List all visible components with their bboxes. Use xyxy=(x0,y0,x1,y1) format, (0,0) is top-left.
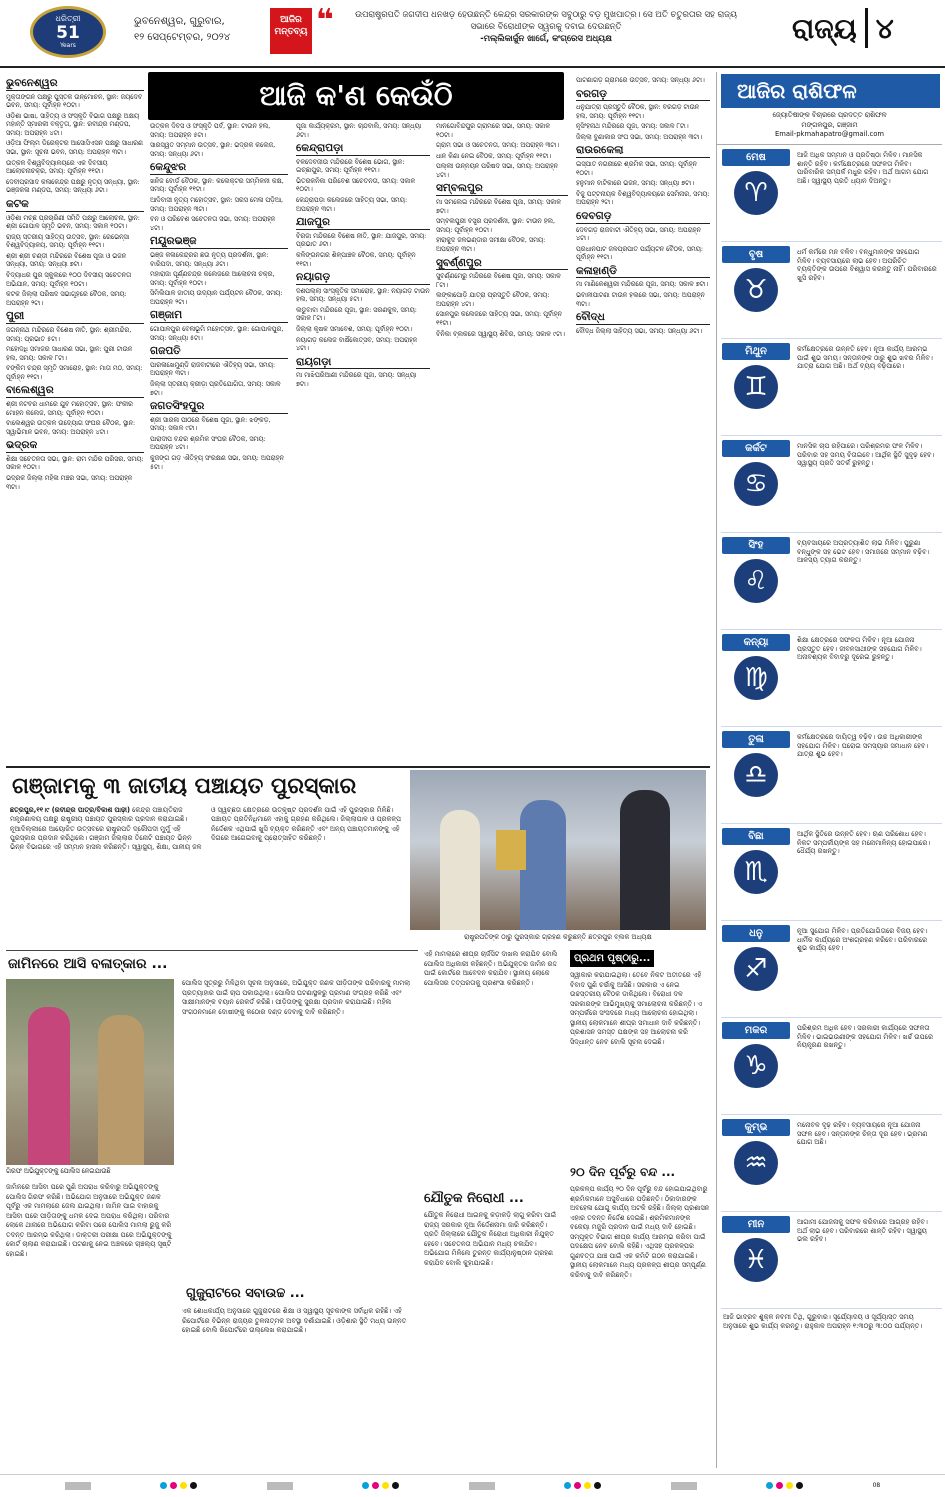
sign-forecast: ମାନସିକ ଚାପ ରହିପାରେ। ପରିଶ୍ରମର ଫଳ ମିଳିବ। ପରିବାର ସହ ସମୟ ବିତାଇବେ। ଆର୍ଥିକ ସ୍ଥିତି ସୁଦୃଢ଼ ହେବ। ସ୍ୱାସ୍ଥ୍ୟ ପ୍ରତି ସତର୍କ ରୁହନ୍ତୁ। xyxy=(797,441,935,468)
district-block xyxy=(576,144,710,206)
district-heading: କେନ୍ଦୁଝର xyxy=(150,161,288,175)
sign-name: ସିଂହ xyxy=(722,537,790,554)
event-item: ଗୋପାଳପୁର ବେଳାଭୂମି ମହୋତ୍ସବ, ସ୍ଥାନ: ଗୋପାଳପୁର, ସମୟ: ସନ୍ଧ୍ୟା ୫ଟା। xyxy=(150,325,284,342)
front-page-continuation xyxy=(570,950,710,1466)
sign-forecast: ଆର୍ଥିକ ସ୍ଥିତିରେ ଉନ୍ନତି ହେବ। ଋଣ ପରିଶୋଧ ହେବ। ନିକଟ ସମ୍ପର୍କୀୟଙ୍କ ସହ ମନୋମାଳିନ୍ୟ ହୋଇପାରେ। ଧୈର୍ଯ୍ୟ ରଖନ୍ତୁ। xyxy=(797,829,931,856)
quote-mark-icon: ❝ xyxy=(316,3,334,38)
district-heading: ଗଞ୍ଜାମ xyxy=(150,309,288,323)
events-col-3 xyxy=(296,122,430,762)
event-item: ଶ୍ରୀ ସାରଳା ପୀଠରେ ବିଶେଷ ପୂଜା, ସ୍ଥାନ: ଝଙ୍କଡ଼, ସମୟ: ସକାଳ ୯ଟା। xyxy=(150,415,271,433)
front-page-subhead: ୨୦ ଦିନ ପୂର୍ବରୁ ବନ୍ଦ ... xyxy=(570,1165,676,1180)
events-col-2 xyxy=(150,122,288,762)
district-block xyxy=(150,122,288,158)
gray-bar-1 xyxy=(65,1482,91,1490)
event-item: ଜିଲ୍ଲା ସ୍ତରୀୟ କ୍ରୀଡ଼ା ପ୍ରତିଯୋଗିତା, ସମୟ: ସକାଳ ୭ଟା। xyxy=(150,379,281,397)
rape-photo xyxy=(6,979,174,1165)
color-dots-4 xyxy=(766,1482,803,1489)
quote-tag-line1: ଆଜିର xyxy=(280,15,302,25)
rashifal-footer: ଆଜି ଭାଦ୍ରବ ଶୁକ୍ଳ ନବମୀ ତିଥି, ଗୁରୁବାର। ସୂର୍ଯ୍ୟୋଦୟ ଓ ସୂର୍ଯ୍ୟାସ୍ତ ସମୟ ଅନୁସାରେ ଶୁଭ କାର୍ଯ୍ୟ କରନ୍ତୁ। ରାହୁକାଳ ଅପରାହ୍ନ ୧:୩୦ରୁ ୩:୦୦ ପର୍ଯ୍ୟନ୍ତ। xyxy=(723,1312,923,1330)
sign-forecast: ଆଜି ଅଧିକ ସମ୍ମାନ ଓ ପ୍ରତିଷ୍ଠା ମିଳିବ। ମାନସିକ ଶାନ୍ତି ରହିବ। କର୍ମକ୍ଷେତ୍ରରେ ସଫଳତା ମିଳିବ। ପାରିବାରିକ ସମ୍ପର୍କ ମଧୁର ରହିବ। ଅର୍ଥ ଆଗମ ଯୋଗ ଅଛି। ସ୍ୱାସ୍ଥ୍ୟ ପ୍ରତି ଧ୍ୟାନ ଦିଅନ୍ତୁ। xyxy=(797,150,929,186)
sign-label xyxy=(721,1119,791,1206)
district-block xyxy=(150,309,288,342)
zodiac-icon: ♏ xyxy=(734,850,778,894)
rashifal-panel xyxy=(716,72,942,1468)
event-item: ଆଦିବାସୀ ନୃତ୍ୟ ମହୋତ୍ସବ, ସ୍ଥାନ: ସରସ ମେଳା ପଡ଼ିଆ, ସମୟ: ଅପରାହ୍ନ ୩ଟା। xyxy=(150,196,284,213)
event-item: ଦେବୀପ୍ରସାଦ କଳାକେନ୍ଦ୍ର ପକ୍ଷରୁ ନୃତ୍ୟ ସନ୍ଧ୍ୟା, ସ୍ଥାନ: ଭଞ୍ଜକଳା ମଣ୍ଡପ, ସମୟ: ସନ୍ଧ୍ୟା ୬ଟା। xyxy=(6,177,140,195)
sign-row xyxy=(721,1115,942,1212)
zodiac-icon: ♎ xyxy=(734,753,778,797)
event-item: କଟକ ଜିଲ୍ଲା ପରିଷଦ ସଭାଗୃହରେ ବୈଠକ, ସମୟ: ଅପରାହ୍ନ ୨ଟା। xyxy=(6,290,127,307)
district-block xyxy=(296,356,430,389)
sign-row xyxy=(721,630,942,727)
event-item: ସାରସ୍ୱତ ସମ୍ମାନ ଉତ୍ସବ, ସ୍ଥାନ: ଭଦ୍ରକ କଲେଜ, ସମୟ: ସନ୍ଧ୍ୟା ୬ଟା। xyxy=(150,141,276,158)
district-heading: ଭୁବନେଶ୍ୱର xyxy=(6,77,144,91)
rape-body-1: ଜାମିନରେ ଆସିବା ପରେ ପୁଣି ଅପରାଧ କରିବାରୁ ଅଭିଯୁକ୍ତଙ୍କୁ ପୋଲିସ ଗିରଫ କରିଛି। ଅଭିଯୋଗ ଅନୁସାରେ ଅଭିଯୁକ୍ତ ଜଣକ ପୂର୍ବରୁ ଏକ ମାମଲାରେ ଜେଲ ଯାଇଥିଲା। ଜାମିନ ପାଇ ବାହାରକୁ ଆସିବା ପରେ ପୀଡ଼ିତାଙ୍କୁ ଧମକ ଦେଇ ଅପରାଧ କରିଥିଲା। ପରିବାର ଲୋକେ ଥାନାରେ ଅଭିଯୋଗ କରିବା ପରେ ପୋଲିସ ମାମଲା ରୁଜୁ କରି ତଦନ୍ତ ଆରମ୍ଭ କରିଥିଲା। ଡାକ୍ତରୀ ପରୀକ୍ଷା ପରେ ଅଭିଯୁକ୍ତଙ୍କୁ କୋର୍ଟ ଚାଲାଣ କରାଯାଇଛି। ଘଟଣାକୁ ନେଇ ଅଞ୍ଚଳରେ ଚାଞ୍ଚଲ୍ୟ ସୃଷ୍ଟି ହୋଇଛି। xyxy=(6,1183,172,1258)
district-block xyxy=(6,198,144,307)
district-heading: ନୟାଗଡ଼ xyxy=(296,271,430,285)
sign-label xyxy=(721,731,791,818)
photo-figure-left xyxy=(440,810,480,930)
district-block xyxy=(6,439,144,491)
district-heading: ପୁରୀ xyxy=(6,310,144,324)
district-block xyxy=(576,311,710,335)
district-block xyxy=(6,310,144,381)
event-item: ଭିତରକନିକା ପରିବେଶ ସଚେତନତା, ସମୟ: ସକାଳ ୧୦ଟା। xyxy=(296,176,416,194)
sign-name: ମେଷ xyxy=(722,149,790,166)
sign-row xyxy=(721,1018,942,1115)
event-item: ମାନଗୋବିନ୍ଦପୁର ଗ୍ରାମରେ ସଭା, ସମୟ: ସକାଳ ୧୦ଟା। xyxy=(436,122,550,139)
events-col2-list xyxy=(150,122,288,471)
event-item: ବାଲେଶ୍ୱର ଉତ୍କଳ ଉଦ୍ୟୋଗ ସଂଘର ବୈଠକ, ସ୍ଥାନ: ସ୍ୱାଭିମାନ ଭବନ, ସମୟ: ଅପରାହ୍ନ ୪ଟା। xyxy=(6,419,136,436)
sign-row xyxy=(721,436,942,533)
event-item: ଉତ୍କଳ ବିଶ୍ୱବିଦ୍ୟାଳୟରେ ଏକ ଦିବସୀୟ ଆଲୋଚନାଚକ୍ର, ସମୟ: ପୂର୍ବାହ୍ନ ୧୧ଟା। xyxy=(6,158,108,176)
events-col-4 xyxy=(436,122,568,762)
event-item: ଜିଲ୍ଲା ବୁଣାକାର ସଂଘ ସଭା, ସମୟ: ଅପରାହ୍ନ ୩ଟା। xyxy=(576,132,703,141)
award-photo xyxy=(410,770,706,930)
district-block xyxy=(6,77,144,195)
zodiac-icon: ♑ xyxy=(734,1044,778,1088)
event-item: ପାରଳାଖେମୁଣ୍ଡି ରାଜବାଟୀରେ ଐତିହ୍ୟ ସଭା, ସମୟ: ଅପରାହ୍ନ ୩ଟା। xyxy=(150,360,276,378)
rashifal-credit xyxy=(717,108,942,145)
event-item: ଶିକ୍ଷା ସଚେତନତା ସଭା, ସ୍ଥାନ: ରାମ ମନ୍ଦିର ପରିସର, ସମୟ: ସକାଳ ୧୦ଟା। xyxy=(6,454,144,472)
sign-name: ଧନୁ xyxy=(722,925,790,942)
event-item: ପାଟଣାଗଡ଼ ଗ୍ରାମରେ ଉତ୍ସବ, ସମୟ: ସନ୍ଧ୍ୟା ୬ଟା। xyxy=(576,76,705,84)
zodiac-icon: ♈ xyxy=(734,171,778,215)
event-item: ସିମିଲିପାଳ ଜାତୀୟ ଉଦ୍ୟାନ ପର୍ଯ୍ୟଟନ ବୈଠକ, ସମୟ: ଅପରାହ୍ନ ୨ଟା। xyxy=(150,289,283,306)
zodiac-icon: ♉ xyxy=(734,268,778,312)
sign-name: କୁମ୍ଭ xyxy=(722,1119,790,1136)
event-item: ମା ମାଝିଘରିଆଣୀ ମନ୍ଦିରରେ ପୂଜା, ସମୟ: ସନ୍ଧ୍ୟା ୭ଟା। xyxy=(296,371,417,388)
front-page-body: ସ୍ୱୀକାର କରାଯାଇଥିଲା। ତେବେ ନିକଟ ଅତୀତରେ ଏହି ବିବାଦ ପୁଣି ଚର୍ଚ୍ଚାକୁ ଆସିଛି। ସରକାର ଏ ନେଇ ଉଚ୍ଚସ୍ତରୀୟ ବୈଠକ ଡାକିଥିଲେ। ବିରୋଧୀ ଦଳ ସରକାରଙ୍କ ଆଭିମୁଖ୍ୟକୁ ସମାଲୋଚନା କରିଛନ୍ତି। ଏ ସମ୍ପର୍କରେ ସଂସଦରେ ମଧ୍ୟ ଆଲୋଚନା ହୋଇଥିଲା। ସ୍ଥାନୀୟ ଲୋକମାନେ ଶୀଘ୍ର ସମାଧାନ ଦାବି କରିଛନ୍ତି। ପ୍ରଶାସନ ସମସ୍ତ ପକ୍ଷଙ୍କ ସହ ଆଲୋଚନା କରି ସିଦ୍ଧାନ୍ତ ନେବ ବୋଲି ସୂଚନା ଦେଇଛି। xyxy=(570,971,702,1047)
event-item: ମହାରାଜା ପୂର୍ଣ୍ଣଚନ୍ଦ୍ର କଲେଜରେ ଆଲୋଚନା ଚକ୍ର, ସମୟ: ପୂର୍ବାହ୍ନ ୧୦ଟା। xyxy=(150,270,275,287)
award-dateline: ଛତ୍ରପୁର,୧୧।୯ (ରବୀନ୍ଦ୍ର ପାତ୍ର/ବିକାଶ ପାଢ଼ୀ) xyxy=(10,806,131,814)
award-photo-caption: ରାଷ୍ଟ୍ରପତିଙ୍କ ଠାରୁ ପୁରସ୍କାର ଗ୍ରହଣ କରୁଛନ୍ତି ଛତ୍ରପୁର ବ୍ଲକ ଅଧ୍ୟକ୍ଷ xyxy=(464,933,652,941)
district-heading: ମୟୂରଭଞ୍ଜ xyxy=(150,235,288,249)
event-item: ନୟାଗଡ଼ କଲେଜ ବାର୍ଷିକୋତ୍ସବ, ସମୟ: ଅପରାହ୍ନ ୪ଟା। xyxy=(296,335,418,353)
event-item: ମା ସମଲେଇ ମନ୍ଦିରରେ ବିଶେଷ ପୂଜା, ସମୟ: ସକାଳ ୭ଟା। xyxy=(436,198,561,215)
award-text: କେନ୍ଦ୍ର ପଞ୍ଚାୟତିରାଜ ମନ୍ତ୍ରଣାଳୟ ପକ୍ଷରୁ ରାଷ୍ଟ୍ରୀୟ ପଞ୍ଚାୟତ ପୁରସ୍କାର ପ୍ରଦାନ କରାଯାଇଛି। ନୂଆଦିଲ୍ଲୀରେ ଆୟୋଜିତ ଉତ୍ସବରେ ରାଷ୍ଟ୍ରପତି ଦ୍ରୌପଦୀ ମୁର୍ମୁ ଏହି ପୁରସ୍କାର ପ୍ରଦାନ କରିଥିଲେ। ଗଞ୍ଜାମ ଜିଲ୍ଲାର ତିନୋଟି ପଞ୍ଚାୟତ ଭିନ୍ନ ଭିନ୍ନ ବିଭାଗରେ ଏହି ସମ୍ମାନ ହାସଲ କରିଛନ୍ତି। ସ୍ୱାସ୍ଥ୍ୟ, ଶିକ୍ଷା, ପାନୀୟ ଜଳ ଓ ସ୍ୱଚ୍ଛତା କ୍ଷେତ୍ରରେ ଉତ୍କୃଷ୍ଟ ପ୍ରଦର୍ଶନ ପାଇଁ ଏହି ପୁରସ୍କାର ମିଳିଛି। ପଞ୍ଚାୟତ ପ୍ରତିନିଧିମାନେ ଏହାକୁ ଗ୍ରହଣ କରିଥିଲେ। ଜିଲ୍ଲାପାଳ ଓ ପ୍ରକଳ୍ପ ନିର୍ଦ୍ଦେଶକ ଏଥିପାଇଁ ଖୁସି ବ୍ୟକ୍ତ କରିଛନ୍ତି ଏବଂ ଅନ୍ୟ ପଞ୍ଚାୟତମାନଙ୍କୁ ଏହି ଦିଗରେ ଆଗେଇବାକୁ ପ୍ରୋତ୍ସାହିତ କରିଛନ୍ତି। xyxy=(10,806,402,852)
events-banner: ଆଜି କ'ଣ କେଉଁଠି xyxy=(148,72,564,120)
sign-name: ମିଥୁନ xyxy=(722,343,790,360)
events-col1-list xyxy=(6,77,144,491)
color-dots-3 xyxy=(564,1482,601,1489)
dateline xyxy=(134,14,230,45)
photo-police xyxy=(98,1015,144,1165)
district-heading: ବୌଦ୍ଧ xyxy=(576,311,710,325)
sign-name: ମକର xyxy=(722,1022,790,1039)
district-block xyxy=(6,384,144,436)
sign-forecast: ଧର୍ମ କର୍ମରେ ମନ ବଳିବ। ବନ୍ଧୁମାନଙ୍କ ସହଯୋଗ ମିଳିବ। ବ୍ୟବସାୟରେ ଲାଭ ହେବ। ଅପରିଚିତ ବ୍ୟକ୍ତିଙ୍କ ଉପରେ ବିଶ୍ୱାସ କରନ୍ତୁ ନାହିଁ। ପରିବାରରେ ଖୁସି ରହିବ। xyxy=(797,247,937,283)
event-item: ମହୋଦଧି ସମାଜର ସାଧାରଣ ସଭା, ସ୍ଥାନ: ପୁରୀ ଟାଉନ ହଲ, ସମୟ: ସକାଳ ୮ଟା। xyxy=(6,345,133,362)
event-item: କଳିଙ୍ଗନଗର ଶିଳ୍ପାଞ୍ଚଳ ବୈଠକ, ସମୟ: ପୂର୍ବାହ୍ନ ୧୧ଟା। xyxy=(296,250,416,268)
district-block xyxy=(436,122,568,179)
sign-name: କନ୍ୟା xyxy=(722,634,790,651)
event-item: ନୃସିଂହନାଥ ମନ୍ଦିରରେ ପୂଜା, ସମୟ: ସକାଳ ୮ଟା। xyxy=(576,122,689,131)
district-heading: ବରଗଡ଼ xyxy=(576,88,710,102)
anniversary-label: ଧରିତ୍ରୀ xyxy=(55,14,81,23)
event-item: ଶ୍ରୀ ଶ୍ରୀ ଚଣ୍ଡୀ ମନ୍ଦିରରେ ବିଶେଷ ପୂଜା ଓ ଭଜନ ସନ୍ଧ୍ୟା, ସମୟ: ସନ୍ଧ୍ୟା ୭ଟା। xyxy=(6,251,127,269)
district-block xyxy=(150,345,288,397)
sign-label xyxy=(721,440,791,527)
front-page-label: ପ୍ରଥମ ପୃଷ୍ଠାରୁ... xyxy=(570,950,654,967)
event-item: ଓଡ଼ିଶା ଭାଷା, ସାହିତ୍ୟ ଓ ସଂସ୍କୃତି ବିଭାଗ ପକ୍ଷରୁ ଅକ୍ଷୟ ମହାନ୍ତି ସ୍ମାରକୀ ବକ୍ତୃତା, ସ୍ଥାନ: ରବୀନ୍ଦ୍ର ମଣ୍ଡପ, ସମୟ: ଅପରାହ୍ନ ୪ଟା। xyxy=(6,111,140,137)
event-item: ଦେବଗଡ଼ ରାଜବାଟୀ ଐତିହ୍ୟ ସଭା, ସମୟ: ଅପରାହ୍ନ ୪ଟା। xyxy=(576,225,701,243)
event-item: ଭଦ୍ରକ ଜିଲ୍ଲା ମହିଳା ମଞ୍ଚର ସଭା, ସମୟ: ଅପରାହ୍ନ ୩ଟା। xyxy=(6,474,133,491)
sign-forecast: ଶିକ୍ଷା କ୍ଷେତ୍ରରେ ସଫଳତା ମିଳିବ। ନୂଆ ଯୋଜନା ପ୍ରସ୍ତୁତ ହେବ। ଜୀବନସାଥୀଙ୍କ ସହଯୋଗ ମିଳିବ। ଅନାବଶ୍ୟକ ବିବାଦରୁ ଦୂରେଇ ରୁହନ୍ତୁ। xyxy=(797,635,922,662)
district-heading: ସମ୍ବଲପୁର xyxy=(436,182,568,196)
event-item: ପ୍ରଧାନପାଟ ଜଳପ୍ରପାତ ପର୍ଯ୍ୟଟନ ବୈଠକ, ସମୟ: ପୂର୍ବାହ୍ନ ୧୧ଟା। xyxy=(576,244,704,262)
front-page-subbody: ପ୍ରକଳ୍ପ କାର୍ଯ୍ୟ ୨୦ ଦିନ ପୂର୍ବରୁ ବନ୍ଦ ହୋଇଯାଇଥିବାରୁ ଶ୍ରମିକମାନେ ଅସୁବିଧାରେ ପଡ଼ିଛନ୍ତି। ଠିକାଦାରଙ୍କ ଅବହେଳା ଯୋଗୁ କାର୍ଯ୍ୟ ଅଟକି ରହିଛି। ଜିଲ୍ଲା ପ୍ରଶାସନ ଏହାର ତଦନ୍ତ ନିର୍ଦ୍ଦେଶ ଦେଇଛି। ଶ୍ରମିକମାନଙ୍କ ବକେୟା ମଜୁରି ପ୍ରଦାନ ପାଇଁ ମଧ୍ୟ ଦାବି ହୋଇଛି। ସମ୍ପୃକ୍ତ ବିଭାଗ ଶୀଘ୍ର କାର୍ଯ୍ୟ ଆରମ୍ଭ କରିବା ପାଇଁ ପଦକ୍ଷେପ ନେବ ବୋଲି କହିଛି। ଏଥିସହ ପ୍ରକଳ୍ପର ଗୁଣବତ୍ତା ଯାଞ୍ଚ ପାଇଁ ଏକ କମିଟି ଗଠନ କରାଯାଇଛି। ସ୍ଥାନୀୟ ଲୋକମାନେ ମଧ୍ୟ ପ୍ରକଳ୍ପ ଶୀଘ୍ର ସମ୍ପୂର୍ଣ୍ଣ କରିବାକୁ ଦାବି କରିଛନ୍ତି। xyxy=(570,1185,710,1279)
sign-label xyxy=(721,149,791,236)
rape-story xyxy=(6,950,418,1466)
event-item: ସମ୍ବଲପୁରୀ ବସ୍ତ୍ର ପ୍ରଦର୍ଶନୀ, ସ୍ଥାନ: ଟାଉନ ହଲ, ସମୟ: ପୂର୍ବାହ୍ନ ୧୦ଟା। xyxy=(436,217,556,234)
district-block xyxy=(576,210,710,262)
district-block xyxy=(150,400,288,471)
astrologer-email: Email-pkmahapatro@gmail.com xyxy=(774,130,885,139)
district-block xyxy=(150,161,288,232)
event-item: ଜିଲ୍ଲା କୃଷକ ସମାବେଶ, ସମୟ: ପୂର୍ବାହ୍ନ ୧୦ଟା। xyxy=(296,325,413,334)
anniversary-number: 51 xyxy=(56,22,80,43)
photo-figure-center xyxy=(520,800,566,930)
sign-forecast: ବ୍ୟବସାୟରେ ଅପ୍ରତ୍ୟାଶିତ ଲାଭ ମିଳିବ। ପୁରୁଣା ବନ୍ଧୁଙ୍କ ସହ ଭେଟ ହେବ। ସମାଜରେ ସମ୍ମାନ ବଢ଼ିବ। ଆଳସ୍ୟ ତ୍ୟାଗ କରନ୍ତୁ। xyxy=(797,538,930,565)
sign-forecast: ନୂଆ ସୁଯୋଗ ମିଳିବ। ପ୍ରତିଯୋଗିତାରେ ବିଜୟ ହେବ। ଧାର୍ମିକ କାର୍ଯ୍ୟରେ ଅଂଶଗ୍ରହଣ କରିବେ। ପରିବାରରେ ଶୁଭ କାର୍ଯ୍ୟ ହେବ। xyxy=(797,926,928,953)
district-heading: ଦେବଗଡ଼ xyxy=(576,210,710,224)
event-item: ଭଞ୍ଜ କଳାକେନ୍ଦ୍ରର ଛଉ ନୃତ୍ୟ ପ୍ରଦର୍ଶନୀ, ସ୍ଥାନ: ବାରିପଦା, ସମୟ: ସନ୍ଧ୍ୟା ୬ଟା। xyxy=(150,250,269,268)
rape-photo-caption: ଗିରଫ ଅଭିଯୁକ୍ତଙ୍କୁ ପୋଲିସ ନେଇଯାଉଛି xyxy=(6,1167,111,1175)
district-heading: ବାଲେଶ୍ୱର xyxy=(6,384,144,398)
gujurat-body: ଏକ ଶୋଧକାର୍ଯ୍ୟ ଅନୁସାରେ ଗୁଜୁରାଟରେ ଶିକ୍ଷା ଓ ସ୍ୱାସ୍ଥ୍ୟ ସୂଚକାଙ୍କ ସର୍ବାଧିକ ରହିଛି। ଏହି ରିପୋର୍ଟରେ ବିଭିନ୍ନ ରାଜ୍ୟର ତୁଳନାତ୍ମକ ଅବସ୍ଥା ଦର୍ଶାଯାଇଛି। ଓଡ଼ିଶାର ସ୍ଥିତି ମଧ୍ୟ ଉନ୍ନତ ହୋଇଛି ବୋଲି ରିପୋର୍ଟରେ ଉଲ୍ଲେଖ କରାଯାଇଛି। xyxy=(182,1307,407,1335)
place-day: ଭୁବନେଶ୍ୱର, ଗୁରୁବାର, xyxy=(134,16,225,27)
zodiac-icon: ♍ xyxy=(734,656,778,700)
color-dots-1 xyxy=(160,1482,197,1489)
event-item: ଗ୍ରାମ ସଭା ଓ ସଚେତନତା, ସମୟ: ଅପରାହ୍ନ ୩ଟା। xyxy=(436,141,560,150)
quote-body: ଉପରାଷ୍ଟ୍ରପତି ଜଗଦୀପ ଧନଖଡ଼ ହେଉଛନ୍ତି କେନ୍ଦ୍ର ସରକାରଙ୍କ ସବୁଠାରୁ ବଡ଼ ମୁଖପାତ୍ର। ସେ ଅତି ଚତୁରତାର ସହ ରାଜ୍ୟ ସଭାରେ ବିରୋଧୀଙ୍କ ସ୍ୱରକୁ ଦବାଇ ଦେଉଛନ୍ତି xyxy=(355,9,737,32)
district-heading: ଗଜପତି xyxy=(150,345,288,359)
event-item: ଓଡ଼ିଶା ମଚ୍ଛ ପ୍ରଚାରିଣୀ ସମିତି ପକ୍ଷରୁ ଆଲୋଚନା, ସ୍ଥାନ: ଶ୍ରୀ ଗୋପାଳ ସ୍ମୃତି ଭବନ, ସମୟ: ସକାଳ ୧୦ଟା। xyxy=(6,213,140,231)
masthead xyxy=(0,0,945,68)
sign-label xyxy=(721,634,791,721)
events-col3-list xyxy=(296,122,430,389)
quote-text xyxy=(346,8,746,45)
event-item: ବିନିକା ବ୍ଲକରେ ସ୍ୱାସ୍ଥ୍ୟ ଶିବିର, ସମୟ: ସକାଳ ୯ଟା। xyxy=(436,329,565,338)
events-col5-list xyxy=(576,76,710,335)
sign-row xyxy=(721,145,942,242)
gray-bar-3 xyxy=(469,1482,495,1490)
district-block xyxy=(296,142,430,213)
rape-body-2: ପୋଲିସ ସୂତ୍ରରୁ ମିଳିଥିବା ସୂଚନା ଅନୁସାରେ, ଅଭିଯୁକ୍ତ ଜଣକ ପୀଡ଼ିତାଙ୍କ ପରିବାରକୁ ମାମଲା ପ୍ରତ୍ୟାହାର ପାଇଁ ଚାପ ପକାଉଥିଲା। ପୋଲିସ ଘଟଣାସ୍ଥଳରୁ ପ୍ରମାଣ ସଂଗ୍ରହ କରିଛି ଏବଂ ସାକ୍ଷୀମାନଙ୍କ ବୟାନ ରେକର୍ଡ କରିଛି। ପୀଡ଼ିତାଙ୍କୁ ସୁରକ୍ଷା ପ୍ରଦାନ କରାଯାଇଛି। ମହିଳା ସଂଗଠନମାନେ ଦୋଷୀଙ୍କୁ କଠୋର ଦଣ୍ଡ ଦେବାକୁ ଦାବି କରିଛନ୍ତି। xyxy=(182,979,411,1016)
anniversary-sub: Years xyxy=(60,41,76,49)
quote-tag-line2: ମନ୍ତବ୍ୟ xyxy=(274,26,308,37)
page-code: 08 xyxy=(872,1481,881,1489)
section-divider xyxy=(865,8,868,48)
sign-label xyxy=(721,246,791,333)
event-item: ହନୁମାନ ବାଟିକାରେ ଭଜନ, ସମୟ: ସନ୍ଧ୍ୟା ୭ଟା। xyxy=(576,179,694,188)
rashifal-title: ଆଜିର ରାଶିଫଳ xyxy=(721,74,940,108)
event-item: ବିରଜା ମନ୍ଦିରରେ ବିଶେଷ ନୀତି, ସ୍ଥାନ: ଯାଜପୁର, ସମୟ: ପ୍ରଭାତ ୬ଟା। xyxy=(296,231,427,249)
gujurat-headline: ଗୁଜୁରାଟରେ ସବାଉଚ୍ଚ ... xyxy=(186,1286,305,1301)
event-item: ମୁକ୍ତାଙ୍ଗନ ପକ୍ଷରୁ ପୁସ୍ତକ ଉନ୍ମୋଚନ, ସ୍ଥାନ: ଜୟଦେବ ଭବନ, ସମୟ: ପୂର୍ବାହ୍ନ ୧୦ଟା। xyxy=(6,92,143,110)
sign-row xyxy=(721,1212,942,1309)
event-item: ଇସ୍ପାତ ନଗରୀରେ ଶ୍ରମିକ ସଭା, ସମୟ: ପୂର୍ବାହ୍ନ ୧୦ଟା। xyxy=(576,160,697,177)
district-block xyxy=(576,265,710,308)
sign-name: ବିଛା xyxy=(722,828,790,845)
event-item: ଖନିଜ ବୋର୍ଡ଼ ବୈଠକ, ସ୍ଥାନ: କଲେକ୍ଟର ସମ୍ମିଳନୀ କକ୍ଷ, ସମୟ: ପୂର୍ବାହ୍ନ ୧୧ଟା। xyxy=(150,176,284,194)
sign-forecast: ପରିଶ୍ରମ ଅଧିକ ହେବ। ସରକାରୀ କାର୍ଯ୍ୟରେ ସଫଳତା ମିଳିବ। ଭାଇଭଉଣୀଙ୍କ ସହଯୋଗ ମିଳିବ। ଖର୍ଚ୍ଚ ଉପରେ ନିୟନ୍ତ୍ରଣ ରଖନ୍ତୁ। xyxy=(797,1023,933,1050)
district-block xyxy=(296,271,430,353)
photo-accused xyxy=(28,1007,70,1165)
district-block xyxy=(150,235,288,306)
award-body xyxy=(10,806,404,944)
print-registration-bar xyxy=(0,1474,945,1496)
photo-trophy xyxy=(496,830,526,870)
event-item: ସୋନପୁର କଲେଜରେ ସାହିତ୍ୟ ସଭା, ସମୟ: ପୂର୍ବାହ୍ନ ୧୧ଟା। xyxy=(436,310,562,328)
award-headline: ଗଞ୍ଜାମକୁ ୩ ଜାତୀୟ ପଞ୍ଚାୟତ ପୁରସ୍କାର xyxy=(12,774,357,799)
gray-bar-2 xyxy=(267,1482,293,1490)
award-story xyxy=(6,766,710,946)
sign-row xyxy=(721,242,942,339)
astrologer-address: ମଙ୍ଗଳପୁର, ଗଞ୍ଜାମ xyxy=(801,120,858,129)
event-item: ରାଜ୍ୟ ସ୍ତରୀୟ ସାହିତ୍ୟ ଉତ୍ସବ, ସ୍ଥାନ: ରେଭେନ୍ସା ବିଶ୍ୱବିଦ୍ୟାଳୟ, ସମୟ: ପୂର୍ବାହ୍ନ ୧୧ଟା। xyxy=(6,232,130,250)
rape-body-3: ଏହି ମାମଲାରେ ଶୀଘ୍ର ଚାର୍ଜସିଟ ଦାଖଲ କରାଯିବ ବୋଲି ପୋଲିସ ଅଧିକାରୀ କହିଛନ୍ତି। ଅଭିଯୁକ୍ତର ଜାମିନ ରଦ୍ଦ ପାଇଁ କୋର୍ଟରେ ଆବେଦନ କରାଯିବ। ସ୍ଥାନୀୟ ଲୋକେ ପୋଲିସର ତତ୍ପରତାକୁ ପ୍ରଶଂସା କରିଛନ୍ତି। xyxy=(424,950,558,987)
district-heading: କଟକ xyxy=(6,198,144,212)
sign-label xyxy=(721,925,791,1012)
district-block xyxy=(436,182,568,253)
zodiac-icon: ♊ xyxy=(734,365,778,409)
event-item: ଲଙ୍କାପୋଡ଼ି ଯାତ୍ରା ପ୍ରସ୍ତୁତି ବୈଠକ, ସମୟ: ଅପରାହ୍ନ ୪ଟା। xyxy=(436,291,550,308)
event-item: ଧାନ କିଣା ନେଇ ବୈଠକ, ସମୟ: ପୂର୍ବାହ୍ନ ୧୧ଟା। xyxy=(436,151,552,160)
dowry-body: ଯୌତୁକ ନିରୋଧୀ ଆଇନକୁ କଡ଼ାକଡ଼ି ଲାଗୁ କରିବା ପାଇଁ ରାଜ୍ୟ ସରକାର ନୂଆ ନିର୍ଦ୍ଦେଶନାମା ଜାରି କରିଛନ୍ତି। ପ୍ରତି ଜିଲ୍ଲାରେ ଯୌତୁକ ନିରୋଧୀ ଅଧିକାରୀ ନିଯୁକ୍ତ ହେବେ। ସଚେତନତା ଅଭିଯାନ ମଧ୍ୟ ଚଳାଯିବ। ଅଭିଯୋଗ ମିଳିଲେ ତୁରନ୍ତ କାର୍ଯ୍ୟାନୁଷ୍ଠାନ ଗ୍ରହଣ କରାଯିବ ବୋଲି କୁହାଯାଇଛି। xyxy=(424,1211,557,1267)
sign-row xyxy=(721,824,942,921)
event-item: ଶ୍ରୀ ନଟବର ଧାମରେ ଯୁବ ମହୋତ୍ସବ, ସ୍ଥାନ: ଫକୀର ମୋହନ କଲେଜ, ସମୟ: ପୂର୍ବାହ୍ନ ୧୦ଟା। xyxy=(6,399,133,417)
photo-figure-right xyxy=(620,790,670,930)
quote-author: -ମଲ୍ଲିକାର୍ଜୁନ ଖାର୍ଗେ, କଂଗ୍ରେସ ଅଧ୍ୟକ୍ଷ xyxy=(480,33,612,44)
event-item: ପୂଜା କାର୍ଯ୍ୟକ୍ରମ, ସ୍ଥାନ: ଚାନ୍ଦବାଲି, ସମୟ: ସନ୍ଧ୍ୟା ୬ଟା। xyxy=(296,122,422,139)
quote-tag xyxy=(270,8,312,54)
event-item: ଲଡୁବାବା ମନ୍ଦିରରେ ପୂଜା, ସ୍ଥାନ: ସରଣକୁଳ, ସମୟ: ସକାଳ ୮ଟା। xyxy=(296,305,417,323)
issue-date: ୧୨ ସେପ୍ଟେମ୍ବର, ୨୦୨୪ xyxy=(134,31,231,43)
zodiac-icon: ♒ xyxy=(734,1141,778,1185)
middle-column xyxy=(424,950,564,1466)
event-item: ବୌଦ୍ଧ ଜିଲ୍ଲା ସାହିତ୍ୟ ସଭା, ସମୟ: ସନ୍ଧ୍ୟା ୬ଟା। xyxy=(576,326,703,335)
sign-row xyxy=(721,533,942,630)
event-item: ପଲ୍ଲୀ ଉନ୍ନୟନ ପରିଷଦ ସଭା, ସମୟ: ଅପରାହ୍ନ ୪ଟା। xyxy=(436,162,559,179)
sign-name: କର୍କଟ xyxy=(722,440,790,457)
event-item: ବଳଦେବଜୀଉ ମନ୍ଦିରରେ ବିଶେଷ ଭୋଗ, ସ୍ଥାନ: ଇଚ୍ଛାପୁର, ସମୟ: ପୂର୍ବାହ୍ନ ୧୧ଟା। xyxy=(296,157,405,175)
sign-label xyxy=(721,1022,791,1109)
sign-list xyxy=(717,145,942,1309)
event-item: କୁଜଙ୍ଗ ଗଡ଼ ଐତିହ୍ୟ ସଂରକ୍ଷଣ ସଭା, ସମୟ: ଅପରାହ୍ନ ୫ଟା। xyxy=(150,454,284,471)
sign-name: ବୃଷ xyxy=(722,246,790,263)
zodiac-icon: ♌ xyxy=(734,559,778,603)
section-name: ରାଜ୍ୟ xyxy=(792,12,857,45)
sign-row xyxy=(721,921,942,1018)
zodiac-icon: ♐ xyxy=(734,947,778,991)
district-heading: ଭଦ୍ରକ xyxy=(6,439,144,453)
sign-forecast: କର୍ମକ୍ଷେତ୍ରରେ ଉନ୍ନତି ହେବ। ନୂଆ କାର୍ଯ୍ୟ ଆରମ୍ଭ ପାଇଁ ଶୁଭ ସମୟ। ସନ୍ତାନଙ୍କ ଠାରୁ ଶୁଭ ଖବର ମିଳିବ। ଯାତ୍ରା ଯୋଗ ଅଛି। ଅର୍ଥ ବ୍ୟୟ ବଢ଼ିପାରେ। xyxy=(797,344,933,371)
zodiac-icon: ♓ xyxy=(734,1238,778,1282)
rape-headline: ଜାମିନରେ ଆସି ବଳାତ୍କାର ... xyxy=(8,956,168,972)
events-col4-list xyxy=(436,122,568,338)
event-item: ମା ମାଣିକେଶ୍ୱରୀ ମନ୍ଦିରରେ ପୂଜା, ସମୟ: ସକାଳ ୭ଟା। xyxy=(576,280,709,289)
event-item: ଉତ୍କଳ ଦିବସ ଓ ସଂସ୍କୃତି ପର୍ବ, ସ୍ଥାନ: ଟାଉନ ହଲ, ସମୟ: ଅପରାହ୍ନ ୫ଟା। xyxy=(150,122,271,139)
sign-forecast: କର୍ମକ୍ଷେତ୍ରରେ ଦାୟିତ୍ୱ ବଢ଼ିବ। ଉଚ୍ଚ ଅଧିକାରୀଙ୍କ ସହଯୋଗ ମିଳିବ। ଘରୋଇ ସମସ୍ୟାର ସମାଧାନ ହେବ। ଯାତ୍ରା ଶୁଭ ହେବ। xyxy=(797,732,929,759)
sign-label xyxy=(721,1216,791,1303)
sign-label xyxy=(721,828,791,915)
sign-name: ମୀନ xyxy=(722,1216,790,1233)
event-item: ଭବାନୀପାଟଣା ଟାଉନ ହଲରେ ସଭା, ସମୟ: ଅପରାହ୍ନ ୩ଟା। xyxy=(576,291,705,308)
event-item: ଜଗନ୍ନାଥ ମନ୍ଦିରରେ ବିଶେଷ ନୀତି, ସ୍ଥାନ: ଶ୍ରୀମନ୍ଦିର, ସମୟ: ପ୍ରଭାତ ୫ଟା। xyxy=(6,325,132,343)
event-item: ସୁବର୍ଣ୍ଣମେରୁ ମନ୍ଦିରରେ ବିଶେଷ ପୂଜା, ସମୟ: ସକାଳ ୮ଟା। xyxy=(436,272,561,289)
sign-label xyxy=(721,537,791,624)
district-heading: ଯାଜପୁର xyxy=(296,216,430,230)
district-heading: କଳାହାଣ୍ଡି xyxy=(576,265,710,279)
event-item: ବିଜୁ ପଟ୍ଟନାୟକ ବିଶ୍ୱବିଦ୍ୟାଳୟରେ ସେମିନାର, ସମୟ: ଅପରାହ୍ନ ୨ଟା। xyxy=(576,189,710,207)
astrologer-name: ଜ୍ୟୋତିଷୀଙ୍କ ବିଚାରରେ ପ୍ରଦତ୍ତ ରାଶିଫଳ xyxy=(772,111,887,119)
district-block xyxy=(576,88,710,142)
district-heading: ରାୟଗଡ଼ା xyxy=(296,356,430,370)
event-item: କେନ୍ଦ୍ରାପଡ଼ା କଲେଜରେ ସାହିତ୍ୟ ସଭା, ସମୟ: ଅପରାହ୍ନ ୩ଟା। xyxy=(296,196,408,213)
events-col-1 xyxy=(6,74,144,762)
district-heading: କେନ୍ଦ୍ରାପଡ଼ା xyxy=(296,142,430,156)
sign-label xyxy=(721,343,791,430)
gray-bar-4 xyxy=(671,1482,697,1490)
page-number: ୪ xyxy=(875,12,894,45)
event-item: ଦଶପଲ୍ଲା ସାଂସ୍କୃତିକ ସମାରୋହ, ସ୍ଥାନ: ନୟାଗଡ଼ ଟାଉନ ହଲ, ସମୟ: ସନ୍ଧ୍ୟା ୫ଟା। xyxy=(296,286,430,304)
zodiac-icon: ♋ xyxy=(734,462,778,506)
district-heading: ରାଉରକେଲା xyxy=(576,144,710,158)
event-item: ହୀରାକୁଦ ଜଳଭଣ୍ଡାର ସମୀକ୍ଷା ବୈଠକ, ସମୟ: ଅପରାହ୍ନ ୩ଟା। xyxy=(436,236,546,253)
events-col-5 xyxy=(576,76,710,762)
event-item: ବିଦ୍ୟାଧର ପୁର ସ୍କୁଲରେ ୧୦୦ ଦିବସୀୟ ସଚେତନତା ଅଭିଯାନ, ସମୟ: ପୂର୍ବାହ୍ନ ୧୦ଟା। xyxy=(6,271,132,288)
anniversary-badge xyxy=(30,6,106,58)
district-heading: ଜଗତସିଂହପୁର xyxy=(150,400,288,414)
sign-forecast: ମନୋବଳ ଦୃଢ଼ ରହିବ। ବ୍ୟବସାୟରେ ନୂଆ ଯୋଜନା ସଫଳ ହେବ। ସନ୍ତାନଙ୍କ ଚିନ୍ତା ଦୂର ହେବ। ଭ୍ରମଣ ଯୋଗ ଅଛି। xyxy=(797,1120,928,1147)
section-title xyxy=(792,8,894,50)
sign-row xyxy=(721,727,942,824)
district-block xyxy=(296,122,430,139)
district-heading: ସୁବର୍ଣ୍ଣପୁର xyxy=(436,257,568,271)
color-dots-2 xyxy=(362,1482,399,1489)
district-block xyxy=(436,257,568,339)
sign-row xyxy=(721,339,942,436)
event-item: ପାରାଦୀପ ବନ୍ଦର ଶ୍ରମିକ ସଂଘର ବୈଠକ, ସମୟ: ଅପରାହ୍ନ ୪ଟା। xyxy=(150,434,266,452)
sign-forecast: ଆଗାମୀ ଯୋଜନାକୁ ସଫଳ କରିବାରେ ଆଗ୍ରହ ରହିବ। ଅର୍ଥ ଲାଭ ହେବ। ପରିବାରରେ ଶାନ୍ତି ରହିବ। ସ୍ୱାସ୍ଥ୍ୟ ଭଲ ରହିବ। xyxy=(797,1217,928,1244)
district-block xyxy=(576,76,710,85)
sign-name: ତୁଳା xyxy=(722,731,790,748)
event-item: ବନ ଓ ପରିବେଶ ସଚେତନତା ସଭା, ସମୟ: ଅପରାହ୍ନ ୪ଟା। xyxy=(150,215,276,232)
event-item: ଓଡ଼ିଆ ଫିଲ୍ମ ଡିରେକ୍ଟର ଆସୋସିଏସନ ପକ୍ଷରୁ ସାଧାରଣ ସଭା, ସ୍ଥାନ: ସୂଚନା ଭବନ, ସମୟ: ଅପରାହ୍ନ ୩ଟା। xyxy=(6,139,143,157)
event-item: ଧନୁଯାତ୍ରା ପ୍ରସ୍ତୁତି ବୈଠକ, ସ୍ଥାନ: ବରଗଡ଼ ଟାଉନ ହଲ, ସମୟ: ପୂର୍ବାହ୍ନ ୧୧ଟା। xyxy=(576,103,700,120)
district-block xyxy=(296,216,430,268)
event-item: ବଙ୍କିମ ଚନ୍ଦ୍ର ସ୍ମୃତି ସମାରୋହ, ସ୍ଥାନ: ମାତା ମଠ, ସମୟ: ପୂର୍ବାହ୍ନ ୧୧ଟା। xyxy=(6,364,143,381)
dowry-headline: ଯୌତୁକ ନିରୋଧୀ ... xyxy=(424,1191,524,1206)
